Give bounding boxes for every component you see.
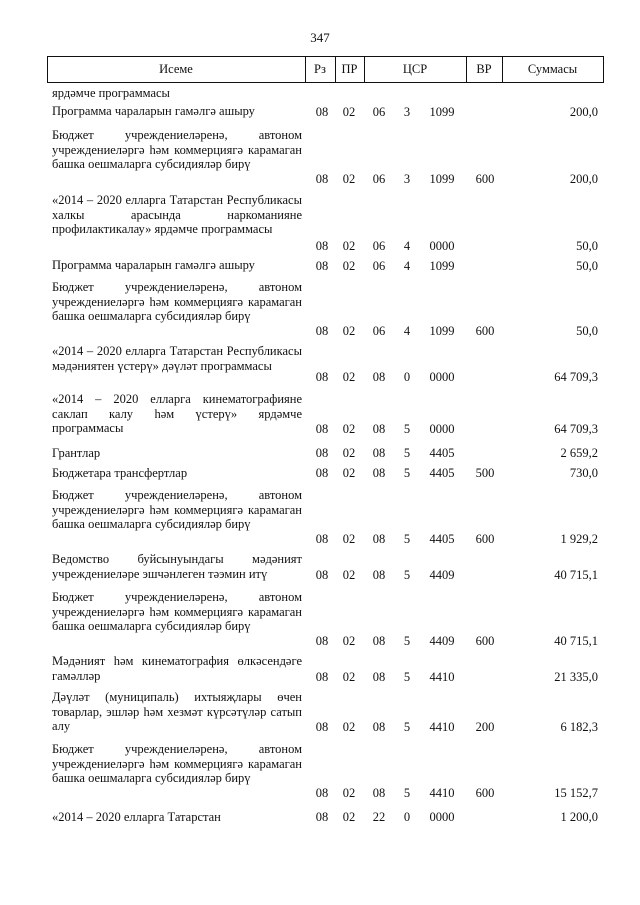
table-row <box>0 86 640 100</box>
header-rz: Рз <box>314 62 326 76</box>
cell-c3: 4410 <box>429 670 455 684</box>
cell-c2: 4 <box>403 324 411 338</box>
cell-c3: 4405 <box>429 466 455 480</box>
cell-sum: 2 659,2 <box>560 446 598 460</box>
page-number: 347 <box>310 30 330 45</box>
cell-c3: 4405 <box>429 446 455 460</box>
cell-rz: 08 <box>315 720 329 734</box>
row-name: Бюджет учреждениеләренә, автоном учреждениеләргә һәм коммерциягә карамаган башка оешмаларга субсидияләр бирү <box>52 590 302 634</box>
cell-vr: 600 <box>475 324 495 338</box>
cell-sum: 730,0 <box>569 466 598 480</box>
cell-sum: 64 709,3 <box>554 422 598 436</box>
cell-sum: 1 200,0 <box>560 810 598 824</box>
cell-rz: 08 <box>315 172 329 186</box>
cell-c1: 08 <box>372 466 386 480</box>
cell-rz: 08 <box>315 634 329 648</box>
header-name: Исеме <box>159 62 193 76</box>
cell-vr: 500 <box>475 466 495 480</box>
table-row <box>0 258 640 273</box>
cell-c1: 08 <box>372 720 386 734</box>
cell-c1: 06 <box>372 105 386 119</box>
cell-pr: 02 <box>342 239 356 253</box>
row-name: Мәдәният һәм кинематография өлкәсендәге гамәлләр <box>52 654 302 683</box>
cell-vr: 600 <box>475 532 495 546</box>
cell-c1: 06 <box>372 239 386 253</box>
cell-c3: 0000 <box>429 370 455 384</box>
row-name: Грантлар <box>52 446 101 460</box>
cell-sum: 200,0 <box>569 172 598 186</box>
cell-c1: 08 <box>372 422 386 436</box>
cell-c3: 0000 <box>429 422 455 436</box>
header-pr: ПР <box>341 62 358 76</box>
cell-rz: 08 <box>315 370 329 384</box>
row-name: «2014 – 2020 елларга Татарстан Республикасы халкы арасында наркоманияне профилактикалау» ярдәмче программасы <box>52 193 302 237</box>
table-row <box>0 446 640 460</box>
table-row <box>0 810 640 824</box>
cell-c2: 4 <box>403 259 411 273</box>
table-row <box>0 344 640 384</box>
row-name: Программа чараларын гамәлгә ашыру <box>52 104 255 118</box>
cell-rz: 08 <box>315 422 329 436</box>
cell-rz: 08 <box>315 532 329 546</box>
cell-vr: 600 <box>475 172 495 186</box>
cell-c3: 4410 <box>429 786 455 800</box>
table-row <box>0 690 640 734</box>
table-row <box>0 392 640 436</box>
cell-c2: 5 <box>403 634 411 648</box>
cell-pr: 02 <box>342 810 356 824</box>
cell-c2: 5 <box>403 532 411 546</box>
cell-c2: 5 <box>403 568 411 582</box>
cell-c1: 06 <box>372 324 386 338</box>
cell-pr: 02 <box>342 568 356 582</box>
cell-rz: 08 <box>315 810 329 824</box>
table-row <box>0 742 640 800</box>
row-name: «2014 – 2020 елларга Татарстан Республикасы мәдәниятен үстерү» дәүләт программасы <box>52 344 302 373</box>
table-row <box>0 280 640 338</box>
row-name: Бюджет учреждениеләренә, автоном учреждениеләргә һәм коммерциягә карамаган башка оешмаларга субсидияләр бирү <box>52 128 302 172</box>
row-name: Бюджет учреждениеләренә, автоном учреждениеләргә һәм коммерциягә карамаган башка оешмаларга субсидияләр бирү <box>52 488 302 532</box>
cell-c3: 1099 <box>429 324 455 338</box>
cell-c1: 08 <box>372 670 386 684</box>
cell-sum: 40 715,1 <box>554 568 598 582</box>
table-row <box>0 193 640 253</box>
cell-c3: 4410 <box>429 720 455 734</box>
table-row <box>0 128 640 186</box>
cell-c1: 06 <box>372 259 386 273</box>
row-name: Бюджет учреждениеләренә, автоном учреждениеләргә һәм коммерциягә карамаган башка оешмаларга субсидияләр бирү <box>52 280 302 324</box>
cell-rz: 08 <box>315 670 329 684</box>
cell-c1: 22 <box>372 810 386 824</box>
cell-sum: 40 715,1 <box>554 634 598 648</box>
row-name: Программа чараларын гамәлгә ашыру <box>52 258 255 272</box>
row-name: Ведомство буйсынуындагы мәдәният учреждениеләре эшчәнлеген тәэмин итү <box>52 552 302 581</box>
cell-sum: 6 182,3 <box>560 720 598 734</box>
header-vr: ВР <box>476 62 492 76</box>
cell-c1: 08 <box>372 634 386 648</box>
row-name: Бюджет учреждениеләренә, автоном учреждениеләргә һәм коммерциягә карамаган башка оешмаларга субсидияләр бирү <box>52 742 302 786</box>
row-name: «2014 – 2020 елларга кинематографияне саклап калу һәм үстерү» ярдәмче программасы <box>52 392 302 436</box>
cell-c2: 3 <box>403 105 411 119</box>
cell-pr: 02 <box>342 532 356 546</box>
cell-c3: 1099 <box>429 172 455 186</box>
cell-rz: 08 <box>315 786 329 800</box>
row-name: Бюджетара трансфертлар <box>52 466 188 480</box>
cell-sum: 200,0 <box>569 105 598 119</box>
cell-c3: 1099 <box>429 259 455 273</box>
cell-c3: 4409 <box>429 634 455 648</box>
cell-rz: 08 <box>315 239 329 253</box>
cell-vr: 600 <box>475 786 495 800</box>
cell-pr: 02 <box>342 446 356 460</box>
cell-c2: 5 <box>403 422 411 436</box>
cell-c3: 4405 <box>429 532 455 546</box>
header-csr: ЦСР <box>402 62 428 76</box>
cell-rz: 08 <box>315 466 329 480</box>
cell-rz: 08 <box>315 105 329 119</box>
cell-pr: 02 <box>342 422 356 436</box>
cell-c1: 08 <box>372 568 386 582</box>
cell-rz: 08 <box>315 446 329 460</box>
cell-sum: 15 152,7 <box>554 786 598 800</box>
cell-pr: 02 <box>342 466 356 480</box>
header-sum: Суммасы <box>527 62 578 76</box>
cell-c2: 0 <box>403 810 411 824</box>
table-row <box>0 590 640 648</box>
cell-pr: 02 <box>342 634 356 648</box>
cell-c2: 4 <box>403 239 411 253</box>
cell-pr: 02 <box>342 172 356 186</box>
cell-c1: 08 <box>372 786 386 800</box>
cell-vr: 600 <box>475 634 495 648</box>
cell-c3: 4409 <box>429 568 455 582</box>
cell-sum: 50,0 <box>576 259 598 273</box>
cell-rz: 08 <box>315 324 329 338</box>
table-row <box>0 104 640 119</box>
cell-pr: 02 <box>342 259 356 273</box>
row-name: «2014 – 2020 елларга Татарстан <box>52 810 221 824</box>
cell-c2: 5 <box>403 720 411 734</box>
cell-sum: 64 709,3 <box>554 370 598 384</box>
cell-sum: 21 335,0 <box>554 670 598 684</box>
table-row <box>0 488 640 546</box>
cell-c3: 1099 <box>429 105 455 119</box>
cell-c3: 0000 <box>429 239 455 253</box>
table-row <box>0 466 640 480</box>
cell-rz: 08 <box>315 259 329 273</box>
cell-c2: 5 <box>403 466 411 480</box>
cell-rz: 08 <box>315 568 329 582</box>
cell-c2: 3 <box>403 172 411 186</box>
table-row <box>0 654 640 684</box>
row-name: ярдәмче программасы <box>52 86 170 100</box>
cell-pr: 02 <box>342 670 356 684</box>
cell-sum: 1 929,2 <box>560 532 598 546</box>
cell-c2: 5 <box>403 670 411 684</box>
cell-sum: 50,0 <box>576 239 598 253</box>
cell-c1: 08 <box>372 532 386 546</box>
cell-pr: 02 <box>342 720 356 734</box>
cell-c1: 08 <box>372 370 386 384</box>
cell-pr: 02 <box>342 324 356 338</box>
cell-c2: 0 <box>403 370 411 384</box>
table-row <box>0 552 640 582</box>
cell-pr: 02 <box>342 786 356 800</box>
row-name: Дәүләт (муниципаль) ихтыяҗлары өчен товарлар, эшләр һәм хезмәт күрсәтүләр сатып алу <box>52 690 302 734</box>
cell-c3: 0000 <box>429 810 455 824</box>
cell-c1: 08 <box>372 446 386 460</box>
cell-c2: 5 <box>403 446 411 460</box>
cell-pr: 02 <box>342 370 356 384</box>
cell-pr: 02 <box>342 105 356 119</box>
cell-c1: 06 <box>372 172 386 186</box>
cell-sum: 50,0 <box>576 324 598 338</box>
cell-vr: 200 <box>475 720 495 734</box>
cell-c2: 5 <box>403 786 411 800</box>
